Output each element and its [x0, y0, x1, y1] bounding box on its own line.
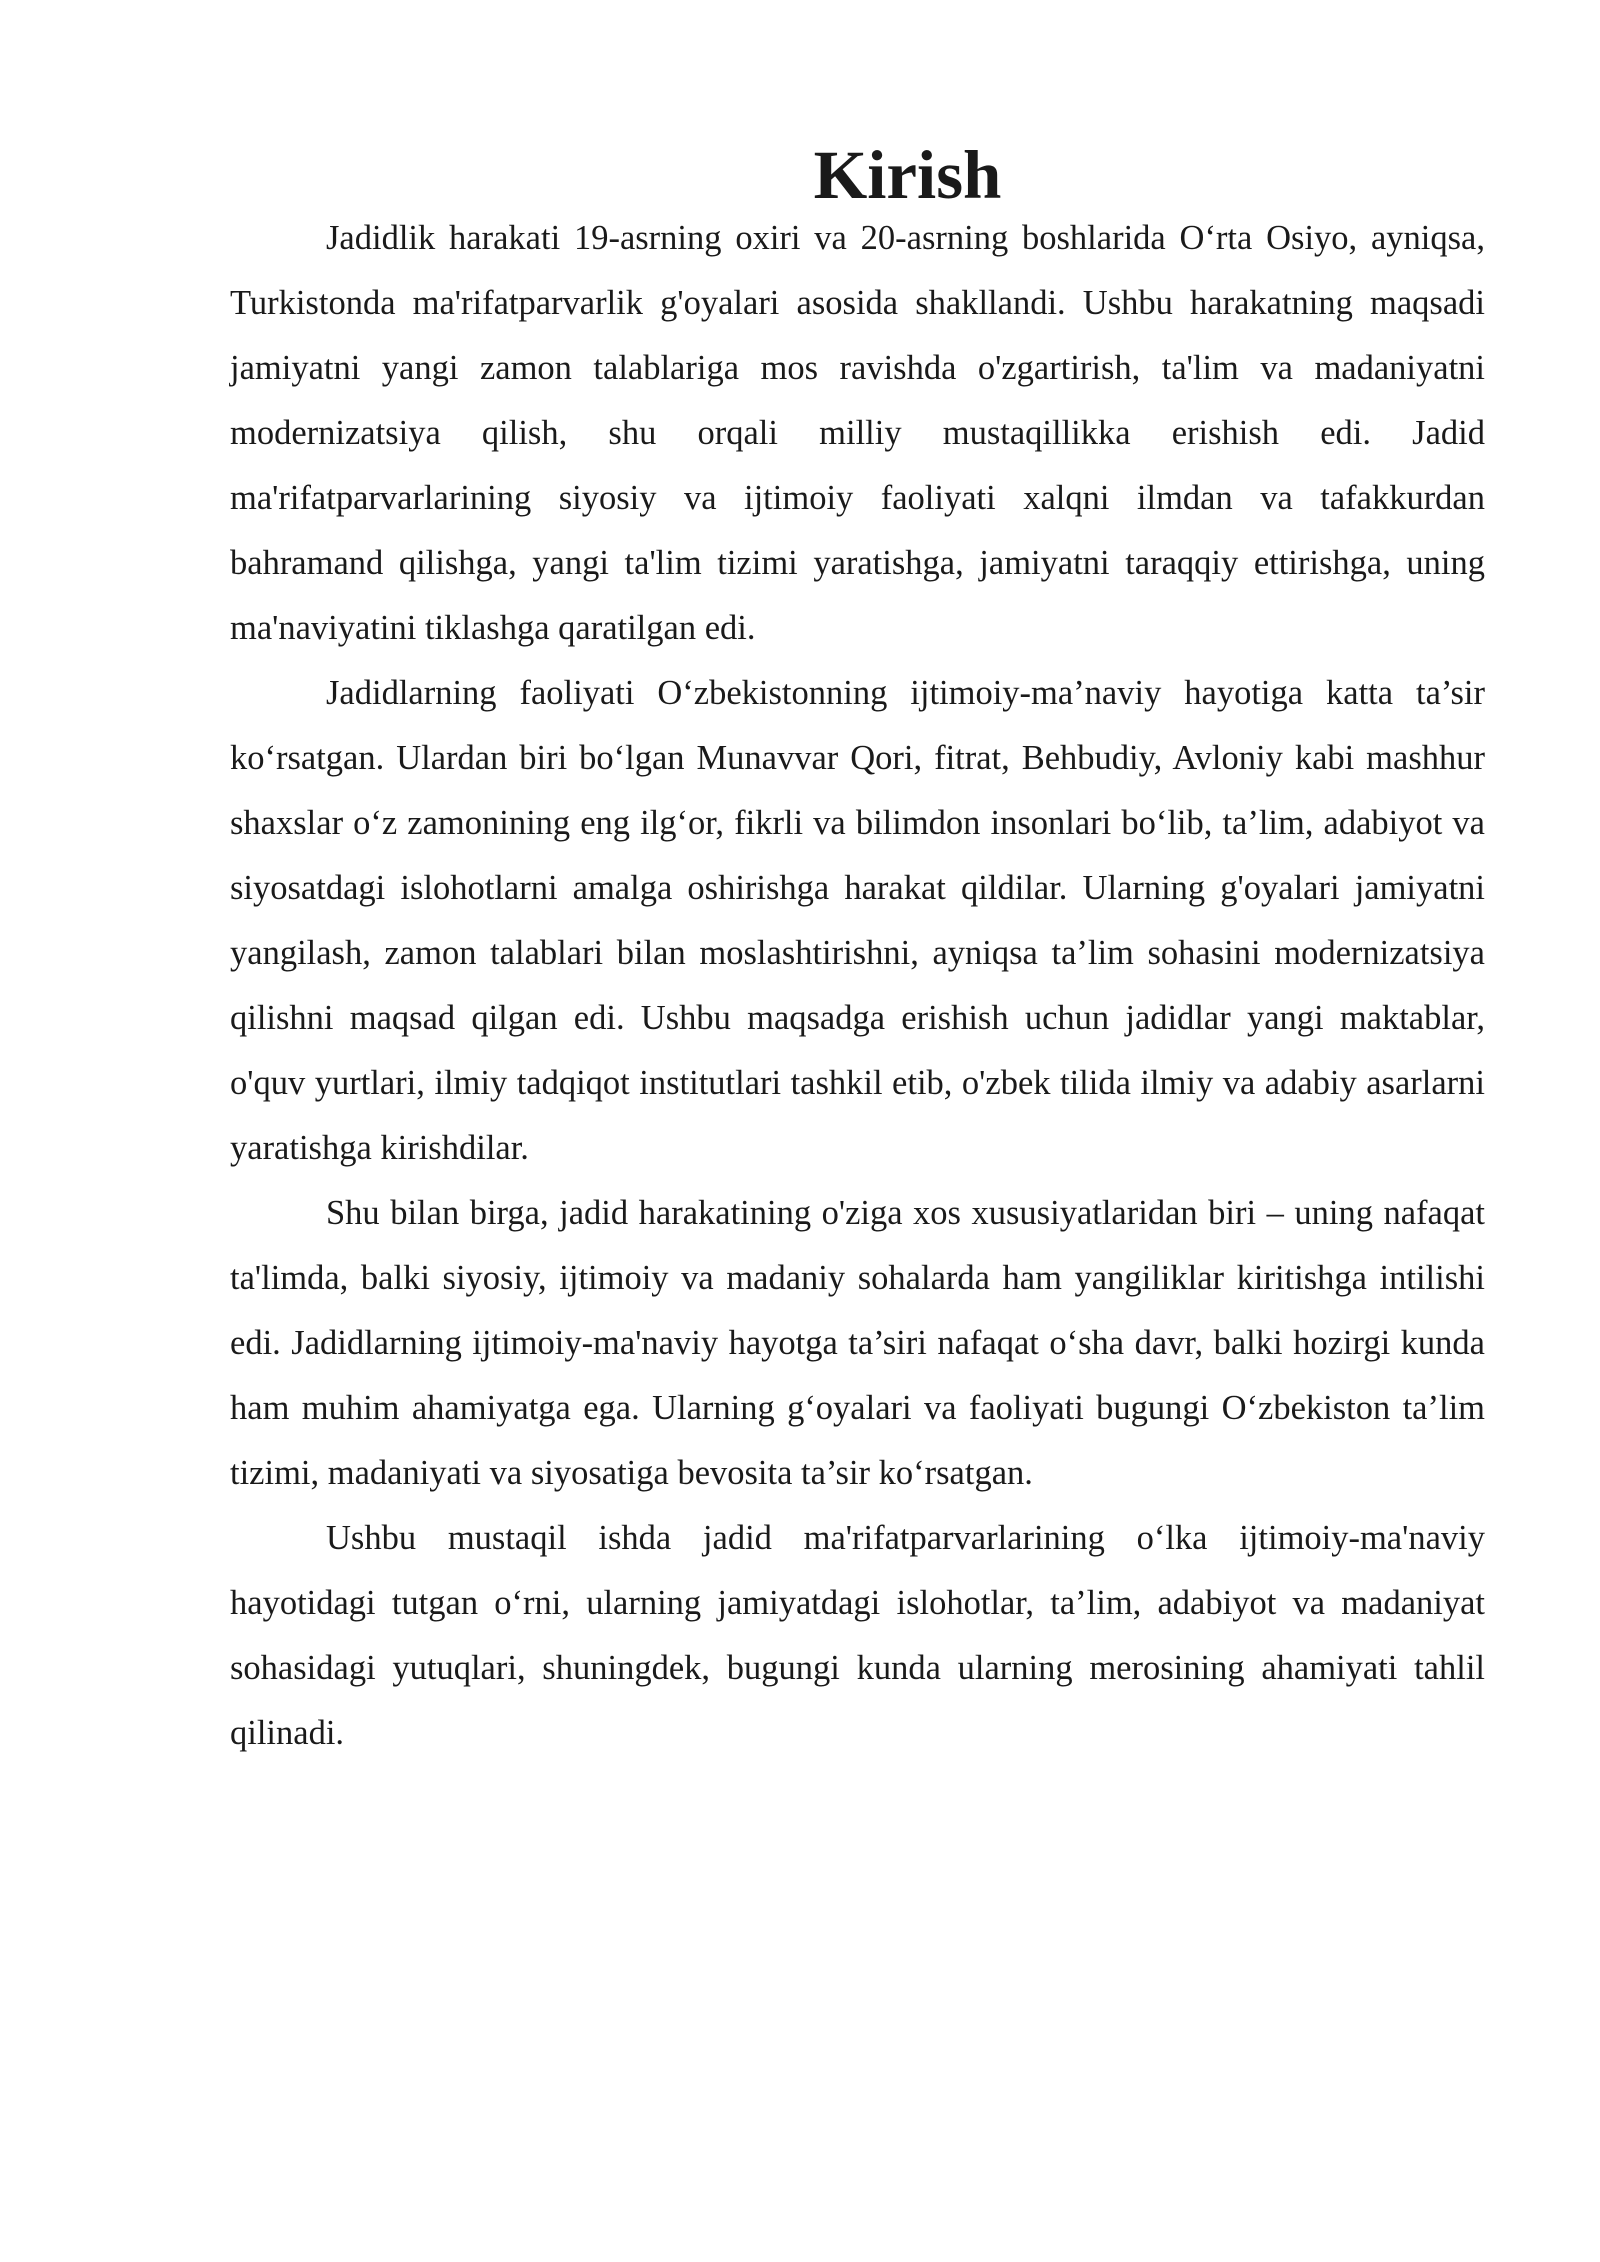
paragraph-3: Shu bilan birga, jadid harakatining o'ziga xos xususiyatlaridan biri – uning nafaqat ta'limda, balki siyosiy, ijtimoiy va madaniy sohalarda ham yangiliklar kiritishga intilishi edi. Jadidlarning ijtimoiy-ma'naviy hayotga ta’siri nafaqat o‘sha davr, balki hozirgi kunda ham muhim ahamiyatga ega. Ularning g‘oyalari va faoliyati bugungi O‘zbekiston ta’lim tizimi, madaniyati va siyosatiga bevosita ta’sir ko‘rsatgan.	[230, 1194, 1485, 1492]
document-body	[230, 137, 1485, 1766]
paragraph-4: Ushbu mustaqil ishda jadid ma'rifatparvarlarining o‘lka ijtimoiy-ma'naviy hayotidagi tutgan o‘rni, ularning jamiyatdagi islohotlar, ta’lim, adabiyot va madaniyat sohasidagi yutuqlari, shuningdek, bugungi kunda ularning merosining ahamiyati tahlil qilinadi.	[230, 1519, 1485, 1752]
paragraph-2: Jadidlarning faoliyati O‘zbekistonning ijtimoiy-ma’naviy hayotiga katta ta’sir ko‘rsatgan. Ulardan biri bo‘lgan Munavvar Qori, fitrat, Behbudiy, Avloniy kabi mashhur shaxslar o‘z zamonining eng ilg‘or, fikrli va bilimdon insonlari bo‘lib, ta’lim, adabiyot va siyosatdagi islohotlarni amalga oshirishga harakat qildilar. Ularning g'oyalari jamiyatni yangilash, zamon talablari bilan moslashtirishni, ayniqsa ta’lim sohasini modernizatsiya qilishni maqsad qilgan edi. Ushbu maqsadga erishish uchun jadidlar yangi maktablar, o'quv yurtlari, ilmiy tadqiqot institutlari tashkil etib, o'zbek tilida ilmiy va adabiy asarlarni yaratishga kirishdilar.	[230, 674, 1485, 1167]
paragraph-1: Jadidlik harakati 19-asrning oxiri va 20-asrning boshlarida O‘rta Osiyo, ayniqsa, Turkistonda ma'rifatparvarlik g'oyalari asosida shakllandi. Ushbu harakatning maqsadi jamiyatni yangi zamon talablariga mos ravishda o'zgartirish, ta'lim va madaniyatni modernizatsiya qilish, shu orqali milliy mustaqillikka erishish edi. Jadid ma'rifatparvarlarining siyosiy va ijtimoiy faoliyati xalqni ilmdan va tafakkurdan bahramand qilishga, yangi ta'lim tizimi yaratishga, jamiyatni taraqqiy ettirishga, uning ma'naviyatini tiklashga qaratilgan edi.	[230, 219, 1485, 647]
document-title: Kirish	[813, 137, 1002, 213]
